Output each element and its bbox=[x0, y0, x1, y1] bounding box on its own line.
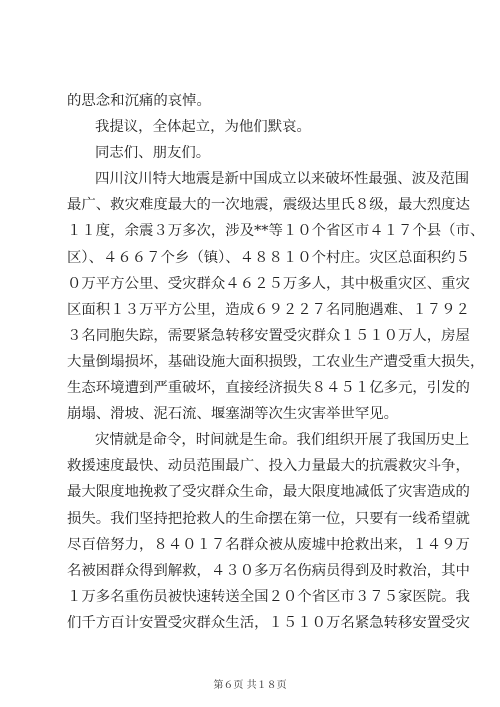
text-line: 我提议，全体起立，为他们默哀。 bbox=[95, 119, 311, 136]
text-line: 大量倒塌损坏，基础设施大面积损毁，工农业生产遭受重大损失， bbox=[67, 353, 485, 370]
text-line: 区）、４６６７个乡（镇）、４８８１０个村庄。灾区总面积约５ bbox=[67, 249, 470, 266]
text-line: 四川汶川特大地震是新中国成立以来破坏性最强、波及范围 bbox=[95, 171, 470, 188]
text-line: 最大限度地挽救了受灾群众生命，最大限度地减低了灾害造成的 bbox=[67, 484, 470, 501]
text-line: 同志们、朋友们。 bbox=[95, 145, 211, 162]
text-line: １１度，余震３万多次，涉及**等１０个省区市４１７个县（市、 bbox=[67, 223, 485, 240]
text-line: 生态环境遭到严重破坏，直接经济损失８４５１亿多元，引发的 bbox=[67, 380, 470, 397]
text-line: 区面积１３万平方公里，造成６９２２７名同胞遇难、１７９２ bbox=[67, 301, 470, 318]
document-body bbox=[67, 88, 485, 636]
page-number-footer: 第６页 共１８页 bbox=[213, 680, 287, 691]
text-line: 崩塌、滑坡、泥石流、堰塞湖等次生灾害举世罕见。 bbox=[67, 406, 398, 423]
text-line: 的思念和沉痛的哀悼。 bbox=[67, 93, 211, 109]
text-line: 最广、救灾难度最大的一次地震，震级达里氏８级，最大烈度达 bbox=[67, 197, 470, 214]
text-line: １万多名重伤员被快速转送全国２０个省区市３７５家医院。我 bbox=[67, 588, 470, 605]
text-line: 损失。我们坚持把抢救人的生命摆在第一位，只要有一线希望就 bbox=[67, 510, 470, 527]
text-line: 救援速度最快、动员范围最广、投入力量最大的抗震救灾斗争， bbox=[67, 458, 470, 475]
text-line: 灾情就是命令，时间就是生命。我们组织开展了我国历史上 bbox=[95, 432, 470, 449]
text-line: 名被困群众得到解救，４３０多万名伤病员得到及时救治，其中 bbox=[67, 562, 470, 579]
text-line: 尽百倍努力，８４０１７名群众被从废墟中抢救出来，１４９万 bbox=[67, 536, 470, 553]
text-line: ０万平方公里、受灾群众４６２５万多人，其中极重灾区、重灾 bbox=[67, 275, 470, 292]
text-line: ３名同胞失踪，需要紧急转移安置受灾群众１５１０万人，房屋 bbox=[67, 327, 470, 344]
text-line: 们千方百计安置受灾群众生活，１５１０万名紧急转移安置受灾 bbox=[67, 614, 470, 631]
